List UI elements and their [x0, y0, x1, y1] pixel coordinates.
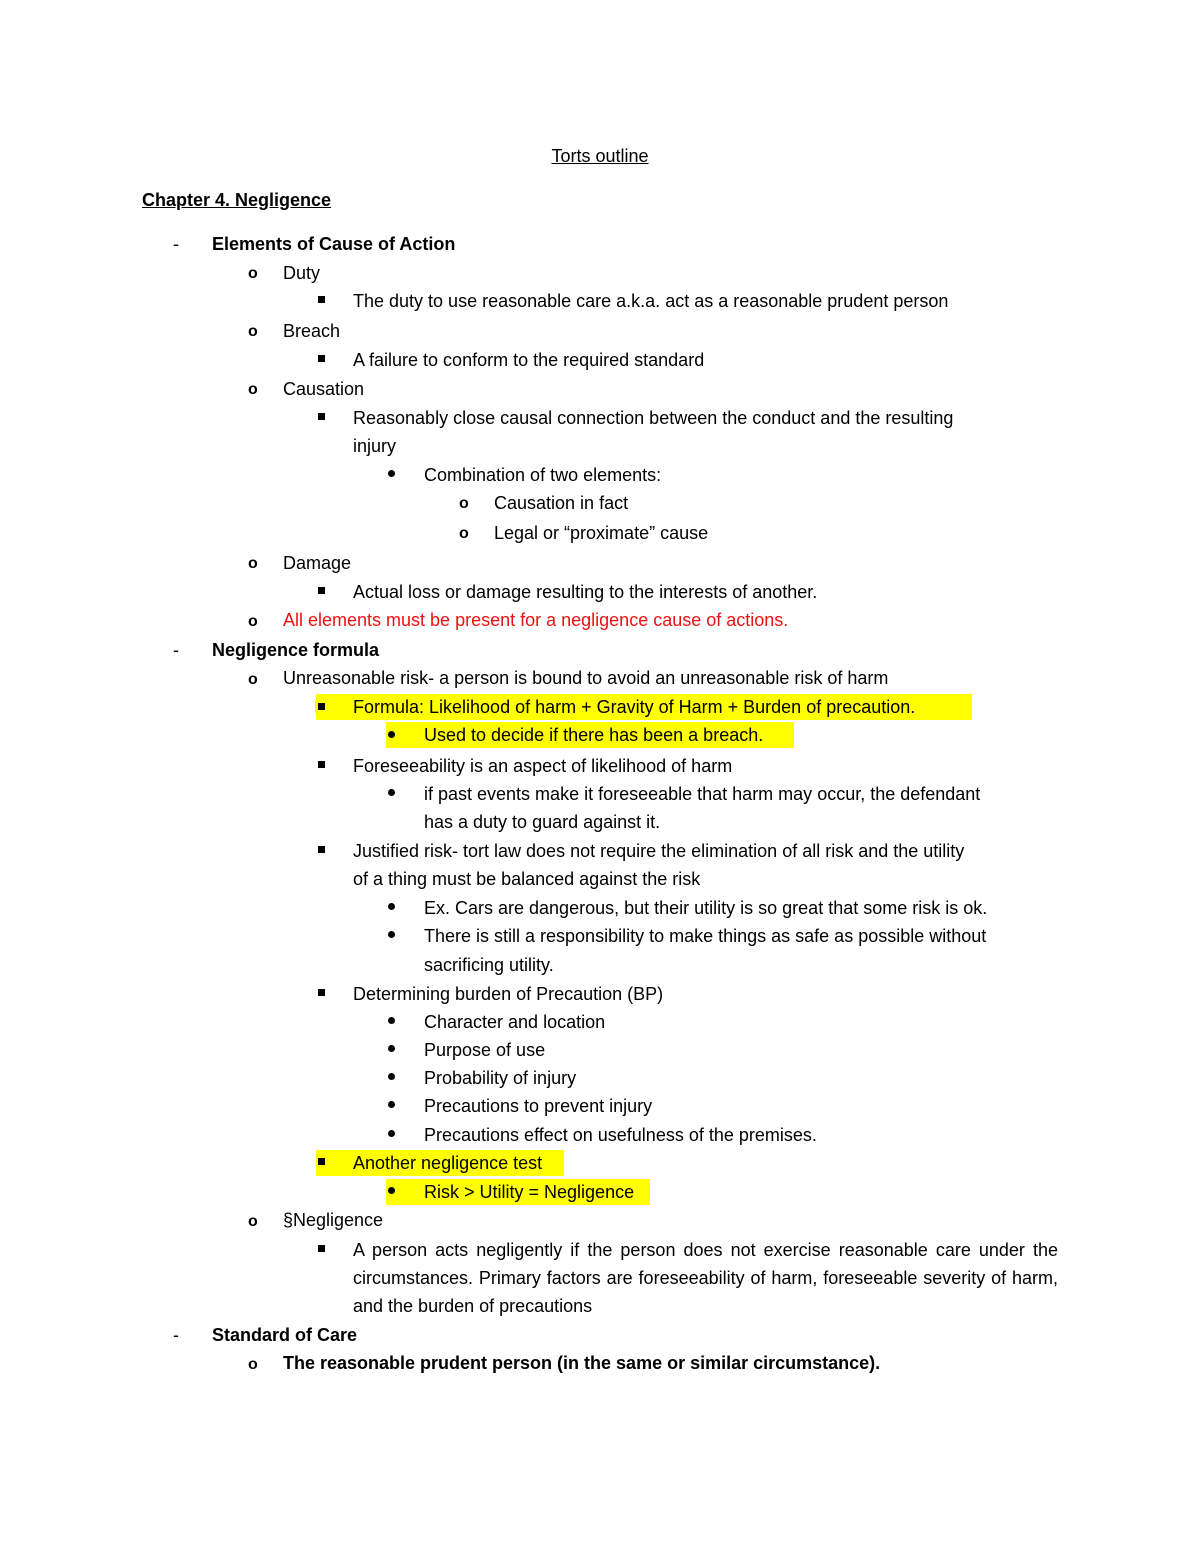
round-bullet	[388, 1101, 395, 1108]
item-breach-definition: A failure to conform to the required standard	[353, 350, 705, 370]
o-bullet: o	[248, 555, 258, 572]
item-responsibility-cont: sacrificing utility.	[424, 955, 554, 975]
item-duty-definition: The duty to use reasonable care a.k.a. act as a reasonable prudent person	[353, 291, 949, 311]
square-bullet	[318, 355, 325, 362]
square-bullet	[318, 703, 325, 710]
all-elements-note: All elements must be present for a negligence cause of actions.	[283, 610, 789, 630]
section-heading-formula: Negligence formula	[212, 640, 380, 660]
o-bullet: o	[248, 1213, 258, 1230]
item-foreseeability: Foreseeability is an aspect of likelihood of harm	[353, 756, 733, 776]
item-justified-risk-cont: of a thing must be balanced against the risk	[353, 869, 701, 889]
dash-bullet: -	[173, 234, 179, 254]
dash-bullet: -	[173, 640, 179, 660]
round-bullet	[388, 1045, 395, 1052]
square-bullet	[318, 761, 325, 768]
item-past-events-cont: has a duty to guard against it.	[424, 812, 661, 832]
item-cars-example: Ex. Cars are dangerous, but their utility is so great that some risk is ok.	[424, 898, 988, 918]
o-bullet: o	[459, 525, 469, 542]
item-breach: Breach	[283, 321, 341, 341]
round-bullet	[388, 903, 395, 910]
square-bullet	[318, 587, 325, 594]
item-unreasonable-risk: Unreasonable risk- a person is bound to avoid an unreasonable risk of harm	[283, 668, 889, 688]
round-bullet	[388, 789, 395, 796]
item-responsibility: There is still a responsibility to make things as safe as possible without	[424, 926, 987, 946]
square-bullet	[318, 1158, 325, 1165]
o-bullet: o	[459, 495, 469, 512]
item-legal-cause: Legal or “proximate” cause	[494, 523, 709, 543]
square-bullet	[318, 989, 325, 996]
item-duty: Duty	[283, 263, 321, 283]
item-causation-in-fact: Causation in fact	[494, 493, 629, 513]
item-damage-definition: Actual loss or damage resulting to the interests of another.	[353, 582, 818, 602]
document-title: Torts outline	[551, 146, 649, 166]
round-bullet	[388, 731, 395, 738]
item-used-to-decide: Used to decide if there has been a breach.	[424, 725, 764, 745]
o-bullet: o	[248, 381, 258, 398]
dash-bullet: -	[173, 1325, 179, 1345]
round-bullet	[388, 1187, 395, 1194]
bp-item: Character and location	[424, 1012, 606, 1032]
item-causation: Causation	[283, 379, 365, 399]
square-bullet	[318, 413, 325, 420]
item-section-definition: A person acts negligently if the person does not exercise reasonable care under the circumstances. Primary factors are foreseeability of harm, foreseeable severity of harm, and the burden of precautions	[353, 1240, 1058, 1316]
item-formula: Formula: Likelihood of harm + Gravity of Harm + Burden of precaution.	[353, 697, 916, 717]
item-reasonable-prudent-person: The reasonable prudent person (in the same or similar circumstance).	[283, 1353, 881, 1373]
item-another-test: Another negligence test	[353, 1153, 543, 1173]
square-bullet	[318, 1245, 325, 1252]
round-bullet	[388, 1130, 395, 1137]
round-bullet	[388, 1017, 395, 1024]
round-bullet	[388, 470, 395, 477]
round-bullet	[388, 931, 395, 938]
bp-item: Precautions to prevent injury	[424, 1096, 653, 1116]
round-bullet	[388, 1073, 395, 1080]
item-risk-utility: Risk > Utility = Negligence	[424, 1182, 635, 1202]
item-justified-risk: Justified risk- tort law does not require the elimination of all risk and the utility	[353, 841, 965, 861]
square-bullet	[318, 296, 325, 303]
item-causation-combination: Combination of two elements:	[424, 465, 662, 485]
item-section-negligence: §Negligence	[283, 1210, 384, 1230]
section-heading-elements: Elements of Cause of Action	[212, 234, 456, 254]
item-causation-definition: Reasonably close causal connection between the conduct and the resulting	[353, 408, 954, 428]
bp-item: Probability of injury	[424, 1068, 577, 1088]
o-bullet: o	[248, 671, 258, 688]
item-past-events: if past events make it foreseeable that harm may occur, the defendant	[424, 784, 981, 804]
bp-item: Precautions effect on usefulness of the premises.	[424, 1125, 817, 1145]
item-damage: Damage	[283, 553, 352, 573]
bp-item: Purpose of use	[424, 1040, 546, 1060]
section-heading-standard: Standard of Care	[212, 1325, 358, 1345]
item-causation-definition-cont: injury	[353, 436, 397, 456]
o-bullet: o	[248, 265, 258, 282]
item-burden-of-precaution: Determining burden of Precaution (BP)	[353, 984, 664, 1004]
chapter-heading: Chapter 4. Negligence	[142, 190, 332, 210]
square-bullet	[318, 846, 325, 853]
o-bullet: o	[248, 613, 258, 630]
o-bullet: o	[248, 1356, 258, 1373]
o-bullet: o	[248, 323, 258, 340]
